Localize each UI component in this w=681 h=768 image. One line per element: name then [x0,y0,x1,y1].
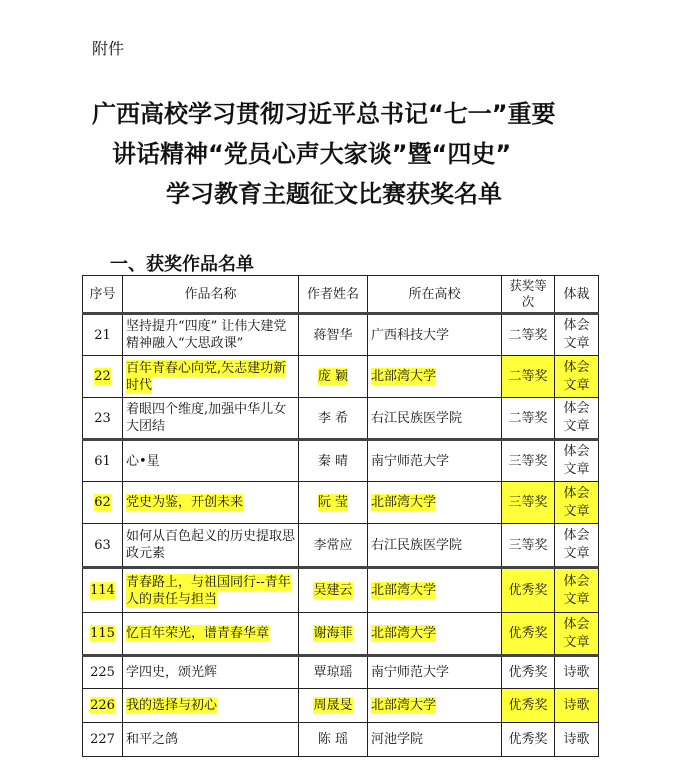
cell-text: 党史为鉴，开创未来 [126,495,244,510]
row-award-cell [502,613,555,656]
cell-text: 优秀奖 [508,583,548,598]
row-school-cell [368,689,502,723]
cell-text: 体会文章 [563,528,590,561]
row-school-cell [368,398,502,440]
cell-text: 北部湾大学 [371,369,437,384]
cell-text: 114 [90,583,115,598]
row-author-cell [299,440,368,482]
row-author-cell [299,356,368,398]
cell-text: 蒋智华 [313,327,353,343]
row-genre-cell [555,314,599,356]
cell-text: 体会文章 [563,318,590,351]
table-row [83,568,599,613]
row-no-cell [83,689,123,723]
cell-text: 体会文章 [563,572,591,610]
cell-text: 北部湾大学 [371,698,437,713]
row-award-cell [502,568,555,613]
table-row [83,656,599,689]
cell-text: 学四史，颂光辉 [126,665,218,680]
cell-text: 体会文章 [563,401,590,434]
cell-text: 吴建云 [313,583,353,598]
row-no-cell [83,656,123,689]
section-heading: 一、获奖作品名单 [110,254,254,275]
row-author-cell [299,568,368,613]
row-author-cell [299,314,368,356]
cell-text: 秦 晴 [317,453,349,469]
table-row [83,613,599,656]
row-award-cell [502,723,555,757]
cell-text: 三等奖 [508,537,548,553]
title-line-2: 讲话精神“党员心声大家谈”暨“四史” [112,140,512,168]
row-work-cell [123,314,299,356]
table-row [83,723,599,757]
title-line-1: 广西高校学习贯彻习近平总书记“七一”重要 [92,100,556,128]
cell-text: 体会文章 [563,615,591,653]
cell-text: 61 [94,453,111,469]
cell-text: 优秀奖 [508,665,548,680]
cell-text: 优秀奖 [508,732,548,747]
cell-text: 阮 莹 [317,495,349,510]
cell-text: 63 [94,537,111,553]
row-work-cell [123,398,299,440]
cell-text: 21 [94,327,111,343]
row-award-cell [502,689,555,723]
row-school-cell [368,656,502,689]
row-author-cell [299,656,368,689]
cell-text: 优秀奖 [508,626,548,641]
row-genre-cell [555,356,599,398]
row-no-cell [83,398,123,440]
cell-text: 226 [90,698,115,713]
row-work-cell [123,524,299,568]
table-row [83,356,599,398]
award-table [82,275,599,757]
row-award-cell [502,482,555,524]
row-award-cell [502,356,555,398]
row-work-cell [123,440,299,482]
cell-text: 陈 瑶 [317,732,349,747]
row-award-cell [502,314,555,356]
cell-text: 三等奖 [508,453,548,469]
table-row [83,689,599,723]
cell-text: 百年青春心向党,矢志建功新时代 [126,360,287,393]
table-row [83,314,599,356]
row-no-cell [83,613,123,656]
row-genre-cell [555,568,599,613]
cell-text: 22 [94,369,111,384]
cell-text: 北部湾大学 [371,495,437,510]
row-work-cell [123,568,299,613]
table-row [83,398,599,440]
row-school-cell [368,568,502,613]
row-genre-cell [555,398,599,440]
cell-text: 北部湾大学 [371,583,437,598]
cell-text: 和平之鸽 [126,732,179,747]
cell-text: 广西科技大学 [371,327,450,343]
row-work-cell [123,356,299,398]
row-author-cell [299,524,368,568]
header-no: 序号 [83,276,123,314]
header-genre: 体裁 [555,276,599,314]
row-school-cell [368,482,502,524]
row-school-cell [368,314,502,356]
row-author-cell [299,613,368,656]
cell-text: 体会文章 [563,444,590,477]
cell-text: 225 [90,665,115,680]
cell-text: 周晟旻 [313,698,353,713]
row-no-cell [83,524,123,568]
row-school-cell [368,723,502,757]
cell-text: 北部湾大学 [371,626,437,641]
row-school-cell [368,613,502,656]
row-award-cell [502,524,555,568]
row-work-cell [123,613,299,656]
row-work-cell [123,482,299,524]
cell-text: 优秀奖 [508,698,548,713]
row-genre-cell [555,689,599,723]
header-award: 获奖等次 [502,276,555,314]
cell-text: 体会文章 [563,358,591,396]
row-no-cell [83,568,123,613]
header-school: 所在高校 [368,276,502,314]
cell-text: 李常应 [313,537,353,553]
row-award-cell [502,398,555,440]
table-row [83,524,599,568]
header-author: 作者姓名 [299,276,368,314]
row-author-cell [299,398,368,440]
row-genre-cell [555,440,599,482]
row-no-cell [83,440,123,482]
cell-text: 南宁师范大学 [371,453,450,469]
cell-text: 南宁师范大学 [371,665,450,680]
cell-text: 115 [90,626,115,641]
cell-text: 忆百年荣光，谱青春华章 [126,626,270,641]
cell-text: 坚持提升“四度” 让伟大建党精神融入“大思政课” [126,319,287,351]
cell-text: 河池学院 [371,732,424,747]
row-author-cell [299,482,368,524]
row-genre-cell [555,613,599,656]
header-work: 作品名称 [123,276,299,314]
cell-text: 我的选择与初心 [126,698,218,713]
cell-text: 二等奖 [508,327,548,343]
row-genre-cell [555,482,599,524]
row-genre-cell [555,656,599,689]
cell-text: 诗歌 [563,698,590,713]
cell-text: 体会文章 [563,484,591,522]
row-school-cell [368,440,502,482]
row-work-cell [123,689,299,723]
row-author-cell [299,723,368,757]
cell-text: 诗歌 [563,665,590,680]
row-award-cell [502,656,555,689]
row-no-cell [83,314,123,356]
cell-text: 诗歌 [563,732,590,747]
table-header-row [83,276,599,314]
cell-text: 右江民族医学院 [371,537,463,553]
cell-text: 心•星 [126,453,160,469]
row-no-cell [83,482,123,524]
row-award-cell [502,440,555,482]
row-no-cell [83,356,123,398]
row-no-cell [83,723,123,757]
title-line-3: 学习教育主题征文比赛获奖名单 [166,180,502,208]
cell-text: 62 [94,495,111,510]
row-work-cell [123,656,299,689]
cell-text: 如何从百色起义的历史提取思政元素 [126,529,296,561]
row-author-cell [299,689,368,723]
cell-text: 三等奖 [508,495,548,510]
cell-text: 右江民族医学院 [371,410,463,426]
table-body [83,314,599,757]
cell-text: 李 希 [317,410,349,426]
cell-text: 二等奖 [508,369,548,384]
cell-text: 227 [90,732,115,747]
table-row [83,440,599,482]
row-school-cell [368,524,502,568]
table-row [83,482,599,524]
document-title [0,94,681,214]
row-school-cell [368,356,502,398]
cell-text: 着眼四个维度,加强中华儿女大团结 [126,402,287,434]
attachment-label: 附件 [92,39,125,58]
row-genre-cell [555,723,599,757]
cell-text: 青春路上，与祖国同行--青年人的责任与担当 [126,574,291,607]
cell-text: 二等奖 [508,410,548,426]
cell-text: 23 [94,410,111,426]
row-genre-cell [555,524,599,568]
cell-text: 庞 颖 [317,369,349,384]
cell-text: 覃琼瑶 [313,665,353,680]
row-work-cell [123,723,299,757]
cell-text: 谢海菲 [313,626,353,641]
